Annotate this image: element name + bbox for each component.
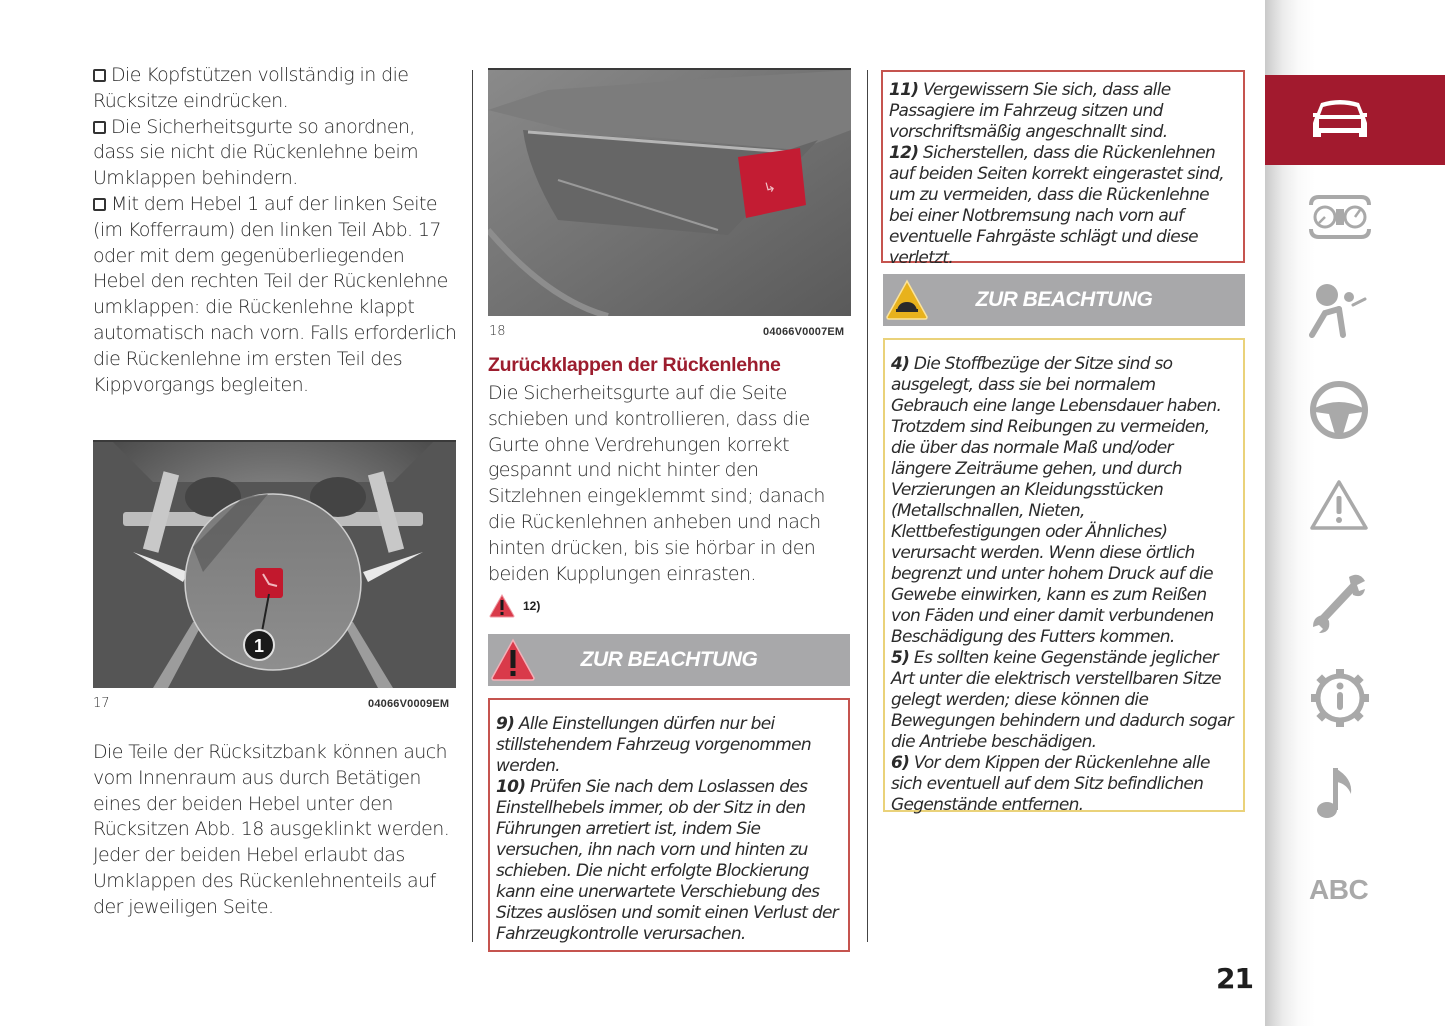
callout-1: 1 xyxy=(253,636,265,656)
steering-wheel-icon xyxy=(1309,380,1369,440)
sidebar-item-driving[interactable] xyxy=(1265,365,1445,455)
figure-17-number: 17 xyxy=(93,696,110,711)
instruction-steps xyxy=(93,63,458,398)
sidebar-item-maintenance[interactable] xyxy=(1265,557,1445,647)
seat-lever-photo-illustration xyxy=(488,70,851,316)
warning-red-icon xyxy=(489,594,515,618)
sidebar-item-emergency[interactable] xyxy=(1265,460,1445,550)
wrench-icon xyxy=(1309,571,1369,633)
note-item: 11) Vergewissern Sie sich, dass alle Passagiere im Fahrzeug sitzen und vorschriftsmäßig angeschnallt sind. xyxy=(889,80,1171,142)
warning-reference[interactable] xyxy=(489,594,540,618)
figure-17-code: 04066V0009EM xyxy=(368,698,450,710)
banner-title: ZUR BEACHTUNG xyxy=(975,288,1153,311)
warning-triangle-icon xyxy=(1309,478,1369,532)
trunk-photo-illustration xyxy=(93,442,456,688)
step-bullet-icon xyxy=(93,198,106,211)
figure-18-code: 04066V0007EM xyxy=(763,326,845,338)
sidebar-item-vehicle[interactable] xyxy=(1265,75,1445,165)
figure-18-number: 18 xyxy=(489,324,506,339)
figure-18-seat-lever xyxy=(488,68,851,316)
column-divider xyxy=(867,70,868,942)
sidebar-item-instruments[interactable] xyxy=(1265,172,1445,262)
step-bullet-icon xyxy=(93,69,106,82)
step-bullet-icon xyxy=(93,121,106,134)
note-item: 10) Prüfen Sie nach dem Loslassen des Einstellhebels immer, ob der Sitz in den Führungen arretiert ist, indem Sie versuchen, ihn nach vorn und hinten zu schieben. Die nicht erfolgte Blockierung kann eine unerwartete Verschiebung des Sitzes auslösen und somit einen Verlust der Fahrzeugkontrolle verursachen. xyxy=(496,777,839,944)
section-heading: Zurückklappen der Rückenlehne xyxy=(488,354,781,376)
airbag-seatbelt-icon xyxy=(1309,283,1371,341)
instrument-cluster-icon xyxy=(1309,195,1371,239)
warning-notes-box xyxy=(488,698,850,952)
step-item: Die Kopfstützen vollständig in die Rücksitze eindrücken. xyxy=(93,64,409,112)
figure-17-trunk-lever xyxy=(93,440,456,688)
step-item: Die Sicherheitsgurte so anordnen, dass sie nicht die Rückenlehne beim Umklappen behindern. xyxy=(93,115,419,190)
fold-back-paragraph: Die Sicherheitsgurte auf die Seite schieben und kontrollieren, dass die Gurte ohne Verdrehungen korrekt gespannt und nicht hinter den Sitzlehnen eingeklemmt sind; danach die Rückenlehnen anheben und nach hinten drücken, bis sie hörbar in den beiden Kupplungen einrasten. xyxy=(488,382,825,585)
sidebar-item-index[interactable] xyxy=(1265,845,1445,935)
warning-banner xyxy=(488,634,850,686)
note-item: 4) Die Stoffbezüge der Sitze sind so ausgelegt, dass sie bei normalem Gebrauch eine lange Lebensdauer haben. Trotzdem sind Reibungen zu vermeiden, die über das normale Maß und/oder längere Zeiträume gehen, und durch Verzierungen an Kleidungsstücken (Metallschnallen, Nieten, Klettbefestigungen oder Ähnliches) verursacht werden. Wenn diese örtlich begrenzt und unter hohem Druck auf die Gewebe einwirken, kann es zum Reißen von Fäden und einer damit verbundenen Beschädigung des Futters kommen. xyxy=(891,354,1222,647)
warning-notes-box xyxy=(881,70,1245,268)
gear-info-icon xyxy=(1309,667,1371,729)
svg-text:↳: ↳ xyxy=(762,177,778,197)
sidebar-item-safety[interactable] xyxy=(1265,267,1445,357)
sidebar-item-technical-data[interactable] xyxy=(1265,653,1445,743)
car-icon xyxy=(1309,97,1371,143)
banner-title: ZUR BEACHTUNG xyxy=(580,648,758,671)
page-number: 21 xyxy=(1216,962,1253,995)
step-item: Mit dem Hebel 1 auf der linken Seite (im Kofferraum) den linken Teil Abb. 17 oder mit dem gegenüberliegenden Hebel den rechten Teil der Rückenlehne umklappen: die Rückenlehne klappt automatisch nach vorn. Falls erforderlich die Rückenlehne im ersten Teil des Kippvorgangs begleiten. xyxy=(93,192,457,396)
sidebar-item-multimedia[interactable] xyxy=(1265,748,1445,838)
note-item: 5) Es sollten keine Gegenstände jeglicher Art unter die elektrisch verstellbaren Sitze gelegt werden; diese können die Bewegungen behindern und dadurch sogar die Antriebe beschädigen. xyxy=(891,648,1234,752)
column-divider xyxy=(472,70,473,942)
note-item: 6) Vor dem Kippen der Rückenlehne alle sich eventuell auf dem Sitz befindlichen Gegenstände entfernen. xyxy=(891,753,1210,815)
caution-notes-box xyxy=(883,338,1245,815)
interior-release-paragraph: Die Teile der Rücksitzbank können auch vom Innenraum aus durch Betätigen eines der beiden Hebel unter den Rücksitzen Abb. 18 ausgeklinkt werden. Jeder der beiden Hebel erlaubt das Umklappen des Rückenlehnenteils auf der jeweiligen Seite. xyxy=(93,741,450,918)
note-item: 12) Sicherstellen, dass die Rückenlehnen auf beiden Seiten korrekt eingerastet sind, um zu vermeiden, dass die Rückenlehne bei einer Notbremsung nach vorn auf eventuelle Fahrgäste schlägt und diese verletzt. xyxy=(889,143,1224,268)
note-item: 9) Alle Einstellungen dürfen nur bei stillstehendem Fahrzeug vorgenommen werden. xyxy=(496,714,811,776)
music-note-icon xyxy=(1309,764,1369,822)
warning-ref-label: 12) xyxy=(523,599,541,613)
chapter-sidebar xyxy=(1265,0,1445,1026)
abc-index-label: ABC xyxy=(1309,874,1369,905)
caution-banner xyxy=(883,274,1245,326)
